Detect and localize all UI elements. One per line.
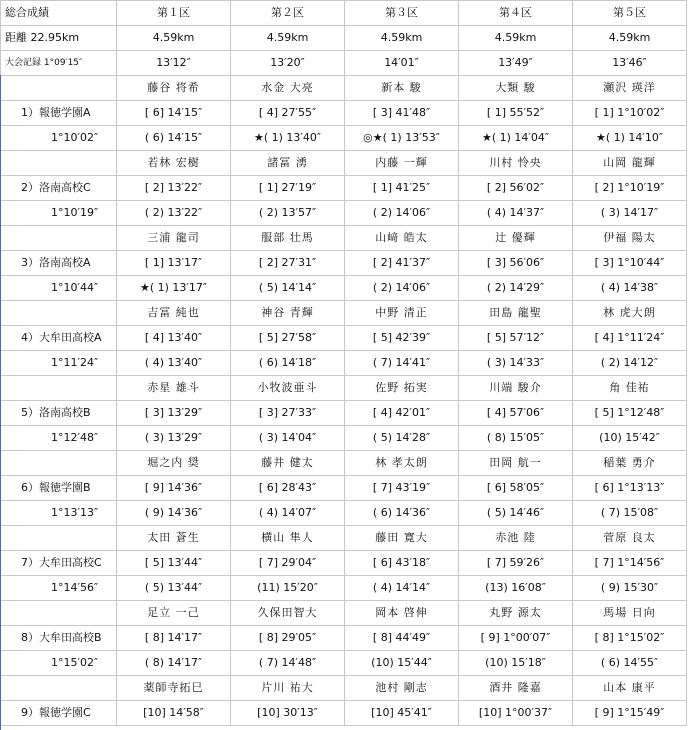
section-header-cell[interactable]: 第１区 [117, 1, 231, 26]
team-names-row [1, 151, 687, 176]
section-header-cell[interactable]: 4.59km [345, 26, 459, 51]
team-total-cell[interactable]: 1°13′13″ [1, 501, 117, 526]
section-header-cell[interactable]: 13′46″ [573, 51, 687, 76]
team-section-row [1, 201, 687, 226]
runner-name-cell[interactable]: 小牧波亜斗 [231, 376, 345, 401]
cumulative-time-cell[interactable]: [ 2] 41′37″ [345, 251, 459, 276]
runner-name-cell[interactable]: 田岡 航一 [459, 451, 573, 476]
section-time-cell[interactable]: ( 4) 14′07″ [231, 501, 345, 526]
runner-name-cell[interactable]: 吉冨 純也 [117, 301, 231, 326]
section-time-cell[interactable]: (13) 16′08″ [459, 576, 573, 601]
section-time-cell[interactable]: ( 5) 13′44″ [117, 576, 231, 601]
section-time-cell[interactable]: ( 5) 14′14″ [231, 276, 345, 301]
team-total-cell[interactable]: 1°10′02″ [1, 126, 117, 151]
section-header-cell[interactable]: 14′01″ [345, 51, 459, 76]
cumulative-time-cell[interactable]: [ 5] 42′39″ [345, 326, 459, 351]
section-time-cell[interactable]: ( 3) 14′17″ [573, 201, 687, 226]
team-name-cell[interactable]: 2）洛南高校C [1, 176, 117, 201]
section-time-cell[interactable]: ( 3) 14′33″ [459, 351, 573, 376]
cumulative-time-cell[interactable]: [ 5] 57′12″ [459, 326, 573, 351]
team-section-row [1, 276, 687, 301]
runner-name-cell[interactable]: 瀬沢 瑛洋 [573, 76, 687, 101]
section-time-cell[interactable]: (10) 15′18″ [459, 651, 573, 676]
section-time-cell[interactable]: ( 9) 14′36″ [117, 501, 231, 526]
section-header-cell[interactable]: 13′20″ [231, 51, 345, 76]
cumulative-time-cell[interactable]: [ 7] 1°14′56″ [573, 551, 687, 576]
section-time-cell[interactable]: ★( 1) 14′10″ [573, 126, 687, 151]
team-name-cell[interactable]: 6）報徳学園B [1, 476, 117, 501]
section-time-cell[interactable]: ( 8) 14′17″ [117, 651, 231, 676]
runner-name-cell[interactable]: 丸野 源太 [459, 601, 573, 626]
team-cumulative-row [1, 551, 687, 576]
runner-name-cell[interactable]: 赤星 雄斗 [117, 376, 231, 401]
team-names-row [1, 601, 687, 626]
section-time-cell[interactable]: ( 4) 13′40″ [117, 351, 231, 376]
section-time-cell[interactable]: ( 6) 14′18″ [231, 351, 345, 376]
runner-name-cell[interactable]: 馬場 日向 [573, 601, 687, 626]
section-header-cell[interactable]: 第４区 [459, 1, 573, 26]
runner-name-cell[interactable]: 辻 優輝 [459, 226, 573, 251]
empty-cell[interactable] [1, 151, 117, 176]
team-total-cell[interactable]: 1°15′02″ [1, 651, 117, 676]
runner-name-cell[interactable]: 足立 一己 [117, 601, 231, 626]
empty-cell[interactable] [1, 76, 117, 101]
empty-cell[interactable] [1, 226, 117, 251]
team-name-cell[interactable]: 1）報徳学園A [1, 101, 117, 126]
section-time-cell[interactable]: ( 4) 14′38″ [573, 276, 687, 301]
team-names-row [1, 451, 687, 476]
empty-cell[interactable] [1, 301, 117, 326]
section-header-cell[interactable]: 13′49″ [459, 51, 573, 76]
cumulative-time-cell[interactable]: [ 6] 1°13′13″ [573, 476, 687, 501]
empty-cell[interactable] [1, 526, 117, 551]
section-header-cell[interactable]: 第３区 [345, 1, 459, 26]
empty-cell[interactable] [1, 601, 117, 626]
team-total-cell[interactable]: 1°12′48″ [1, 426, 117, 451]
team-name-cell[interactable]: 9）報徳学園C [1, 701, 117, 726]
section-header-cell[interactable]: 13′12″ [117, 51, 231, 76]
cumulative-time-cell[interactable]: [ 2] 27′31″ [231, 251, 345, 276]
section-time-cell[interactable]: ( 5) 14′46″ [459, 501, 573, 526]
team-names-row [1, 226, 687, 251]
cumulative-time-cell[interactable]: [ 6] 14′15″ [117, 101, 231, 126]
runner-name-cell[interactable]: 新本 駿 [345, 76, 459, 101]
cumulative-time-cell[interactable]: [ 4] 42′01″ [345, 401, 459, 426]
section-time-cell[interactable]: ( 7) 15′08″ [573, 501, 687, 526]
team-cumulative-row [1, 476, 687, 501]
runner-name-cell[interactable]: 赤池 陸 [459, 526, 573, 551]
cumulative-time-cell[interactable]: [ 1] 1°10′02″ [573, 101, 687, 126]
section-time-cell[interactable]: ( 2) 14′12″ [573, 351, 687, 376]
runner-name-cell[interactable]: 角 佳祐 [573, 376, 687, 401]
header-label-cell[interactable]: 大会記録 1°09′15″ [1, 51, 117, 76]
runner-name-cell[interactable]: 久保田智大 [231, 601, 345, 626]
team-cumulative-row [1, 626, 687, 651]
team-cumulative-row [1, 701, 687, 726]
runner-name-cell[interactable]: 林 虎大朗 [573, 301, 687, 326]
runner-name-cell[interactable]: 若林 宏樹 [117, 151, 231, 176]
cumulative-time-cell[interactable]: [ 3] 56′06″ [459, 251, 573, 276]
team-name-cell[interactable]: 4）大牟田高校A [1, 326, 117, 351]
cumulative-time-cell[interactable]: [ 9] 1°00′07″ [459, 626, 573, 651]
cumulative-time-cell[interactable]: [ 4] 57′06″ [459, 401, 573, 426]
runner-name-cell[interactable]: 藤谷 将希 [117, 76, 231, 101]
section-time-cell[interactable]: ( 4) 14′37″ [459, 201, 573, 226]
cumulative-time-cell[interactable]: [ 2] 13′22″ [117, 176, 231, 201]
cumulative-time-cell[interactable]: [ 4] 27′55″ [231, 101, 345, 126]
cumulative-time-cell[interactable]: [ 1] 55′52″ [459, 101, 573, 126]
cumulative-time-cell[interactable]: [ 3] 27′33″ [231, 401, 345, 426]
section-time-cell[interactable]: ( 6) 14′15″ [117, 126, 231, 151]
team-cumulative-row [1, 251, 687, 276]
section-time-cell[interactable]: ( 2) 13′57″ [231, 201, 345, 226]
runner-name-cell[interactable]: 川村 怜央 [459, 151, 573, 176]
team-name-cell[interactable]: 8）大牟田高校B [1, 626, 117, 651]
runner-name-cell[interactable]: 堀之内 奨 [117, 451, 231, 476]
cumulative-time-cell[interactable]: [ 5] 27′58″ [231, 326, 345, 351]
cumulative-time-cell[interactable]: [ 8] 29′05″ [231, 626, 345, 651]
section-time-cell[interactable]: ( 7) 14′48″ [231, 651, 345, 676]
runner-name-cell[interactable]: 大類 駿 [459, 76, 573, 101]
runner-name-cell[interactable]: 三浦 龍司 [117, 226, 231, 251]
team-name-cell[interactable]: 3）洛南高校A [1, 251, 117, 276]
cumulative-time-cell[interactable]: [ 2] 1°10′19″ [573, 176, 687, 201]
section-time-cell[interactable]: ( 2) 14′06″ [345, 201, 459, 226]
section-time-cell[interactable]: ( 3) 14′04″ [231, 426, 345, 451]
section-time-cell[interactable]: ★( 1) 14′04″ [459, 126, 573, 151]
section-time-cell[interactable]: ( 2) 14′29″ [459, 276, 573, 301]
section-time-cell[interactable]: ◎★( 1) 13′53″ [345, 126, 459, 151]
section-header-cell[interactable]: 第２区 [231, 1, 345, 26]
cumulative-time-cell[interactable]: [ 8] 14′17″ [117, 626, 231, 651]
empty-cell[interactable] [1, 676, 117, 701]
cumulative-time-cell[interactable]: [ 2] 56′02″ [459, 176, 573, 201]
section-header-cell[interactable]: 第５区 [573, 1, 687, 26]
runner-name-cell[interactable]: 諸冨 湧 [231, 151, 345, 176]
section-time-cell[interactable]: ( 5) 14′28″ [345, 426, 459, 451]
cumulative-time-cell[interactable]: [ 8] 44′49″ [345, 626, 459, 651]
team-section-row [1, 651, 687, 676]
team-section-row [1, 126, 687, 151]
cumulative-time-cell[interactable]: [10] 1°00′37″ [459, 701, 573, 726]
empty-cell[interactable] [1, 376, 117, 401]
team-section-row [1, 576, 687, 601]
runner-name-cell[interactable]: 藤田 寛大 [345, 526, 459, 551]
cumulative-time-cell[interactable]: [10] 14′58″ [117, 701, 231, 726]
runner-name-cell[interactable]: 伊福 陽太 [573, 226, 687, 251]
cumulative-time-cell[interactable]: [ 1] 41′25″ [345, 176, 459, 201]
runner-name-cell[interactable]: 藤井 健太 [231, 451, 345, 476]
runner-name-cell[interactable]: 神谷 青輝 [231, 301, 345, 326]
runner-name-cell[interactable]: 稲葉 勇介 [573, 451, 687, 476]
section-time-cell[interactable]: ( 4) 14′14″ [345, 576, 459, 601]
runner-name-cell[interactable]: 山本 康平 [573, 676, 687, 701]
team-names-row [1, 301, 687, 326]
section-time-cell[interactable]: ( 3) 13′29″ [117, 426, 231, 451]
team-names-row [1, 526, 687, 551]
runner-name-cell[interactable]: 水金 大亮 [231, 76, 345, 101]
header-row [1, 51, 687, 76]
team-total-cell[interactable]: 1°10′19″ [1, 201, 117, 226]
section-header-cell[interactable]: 4.59km [117, 26, 231, 51]
cumulative-time-cell[interactable]: [ 3] 1°10′44″ [573, 251, 687, 276]
runner-name-cell[interactable]: 池村 剛志 [345, 676, 459, 701]
team-names-row [1, 376, 687, 401]
cumulative-time-cell[interactable]: [ 4] 13′40″ [117, 326, 231, 351]
cumulative-time-cell[interactable]: [ 9] 1°15′49″ [573, 701, 687, 726]
cumulative-time-cell[interactable]: [ 6] 58′05″ [459, 476, 573, 501]
runner-name-cell[interactable]: 山﨑 皓太 [345, 226, 459, 251]
runner-name-cell[interactable]: 山岡 龍輝 [573, 151, 687, 176]
runner-name-cell[interactable]: 薬師寺拓巳 [117, 676, 231, 701]
team-cumulative-row [1, 326, 687, 351]
section-time-cell[interactable]: ( 2) 14′06″ [345, 276, 459, 301]
team-names-row [1, 676, 687, 701]
cumulative-time-cell[interactable]: [10] 30′13″ [231, 701, 345, 726]
runner-name-cell[interactable]: 岡本 啓伸 [345, 601, 459, 626]
team-cumulative-row [1, 176, 687, 201]
team-cumulative-row [1, 101, 687, 126]
cumulative-time-cell[interactable]: [ 7] 59′26″ [459, 551, 573, 576]
section-time-cell[interactable]: (11) 15′20″ [231, 576, 345, 601]
cumulative-time-cell[interactable]: [ 1] 27′19″ [231, 176, 345, 201]
team-section-row [1, 351, 687, 376]
empty-cell[interactable] [1, 451, 117, 476]
runner-name-cell[interactable]: 林 孝太朗 [345, 451, 459, 476]
cumulative-time-cell[interactable]: [ 4] 1°11′24″ [573, 326, 687, 351]
team-section-row [1, 501, 687, 526]
team-cumulative-row [1, 401, 687, 426]
cumulative-time-cell[interactable]: [ 6] 28′43″ [231, 476, 345, 501]
section-time-cell[interactable]: ( 2) 13′22″ [117, 201, 231, 226]
cumulative-time-cell[interactable]: [ 1] 13′17″ [117, 251, 231, 276]
cumulative-time-cell[interactable]: [ 7] 43′19″ [345, 476, 459, 501]
section-time-cell[interactable]: (10) 15′42″ [573, 426, 687, 451]
section-time-cell[interactable]: ★( 1) 13′40″ [231, 126, 345, 151]
header-label-cell[interactable]: 総合成績 [1, 1, 117, 26]
section-time-cell[interactable]: ( 6) 14′55″ [573, 651, 687, 676]
section-time-cell[interactable]: ( 9) 15′30″ [573, 576, 687, 601]
section-time-cell[interactable]: ( 8) 15′05″ [459, 426, 573, 451]
left-edge-indicator [0, 75, 1, 730]
runner-name-cell[interactable]: 酒井 隆嘉 [459, 676, 573, 701]
header-label-cell[interactable]: 距離 22.95km [1, 26, 117, 51]
runner-name-cell[interactable]: 中野 清正 [345, 301, 459, 326]
team-total-cell[interactable]: 1°14′56″ [1, 576, 117, 601]
results-table-body [1, 1, 687, 726]
section-header-cell[interactable]: 4.59km [459, 26, 573, 51]
cumulative-time-cell[interactable]: [ 8] 1°15′02″ [573, 626, 687, 651]
cumulative-time-cell[interactable]: [ 3] 13′29″ [117, 401, 231, 426]
team-total-cell[interactable]: 1°10′44″ [1, 276, 117, 301]
runner-name-cell[interactable]: 佐野 拓実 [345, 376, 459, 401]
team-section-row [1, 426, 687, 451]
cumulative-time-cell[interactable]: [ 9] 14′36″ [117, 476, 231, 501]
team-name-cell[interactable]: 7）大牟田高校C [1, 551, 117, 576]
cumulative-time-cell[interactable]: [ 6] 43′18″ [345, 551, 459, 576]
section-time-cell[interactable]: ( 6) 14′36″ [345, 501, 459, 526]
cumulative-time-cell[interactable]: [ 3] 41′48″ [345, 101, 459, 126]
section-header-cell[interactable]: 4.59km [231, 26, 345, 51]
runner-name-cell[interactable]: 川端 駿介 [459, 376, 573, 401]
section-time-cell[interactable]: (10) 15′44″ [345, 651, 459, 676]
cumulative-time-cell[interactable]: [ 7] 29′04″ [231, 551, 345, 576]
runner-name-cell[interactable]: 田島 龍聖 [459, 301, 573, 326]
runner-name-cell[interactable]: 太田 蒼生 [117, 526, 231, 551]
team-name-cell[interactable]: 5）洛南高校B [1, 401, 117, 426]
cumulative-time-cell[interactable]: [10] 45′41″ [345, 701, 459, 726]
team-names-row [1, 76, 687, 101]
section-header-cell[interactable]: 4.59km [573, 26, 687, 51]
header-row [1, 26, 687, 51]
header-row [1, 1, 687, 26]
runner-name-cell[interactable]: 菅原 良太 [573, 526, 687, 551]
runner-name-cell[interactable]: 服部 壮馬 [231, 226, 345, 251]
runner-name-cell[interactable]: 横山 隼人 [231, 526, 345, 551]
team-total-cell[interactable]: 1°11′24″ [1, 351, 117, 376]
section-time-cell[interactable]: ★( 1) 13′17″ [117, 276, 231, 301]
runner-name-cell[interactable]: 片川 祐大 [231, 676, 345, 701]
cumulative-time-cell[interactable]: [ 5] 13′44″ [117, 551, 231, 576]
runner-name-cell[interactable]: 内藤 一輝 [345, 151, 459, 176]
section-time-cell[interactable]: ( 7) 14′41″ [345, 351, 459, 376]
cumulative-time-cell[interactable]: [ 5] 1°12′48″ [573, 401, 687, 426]
